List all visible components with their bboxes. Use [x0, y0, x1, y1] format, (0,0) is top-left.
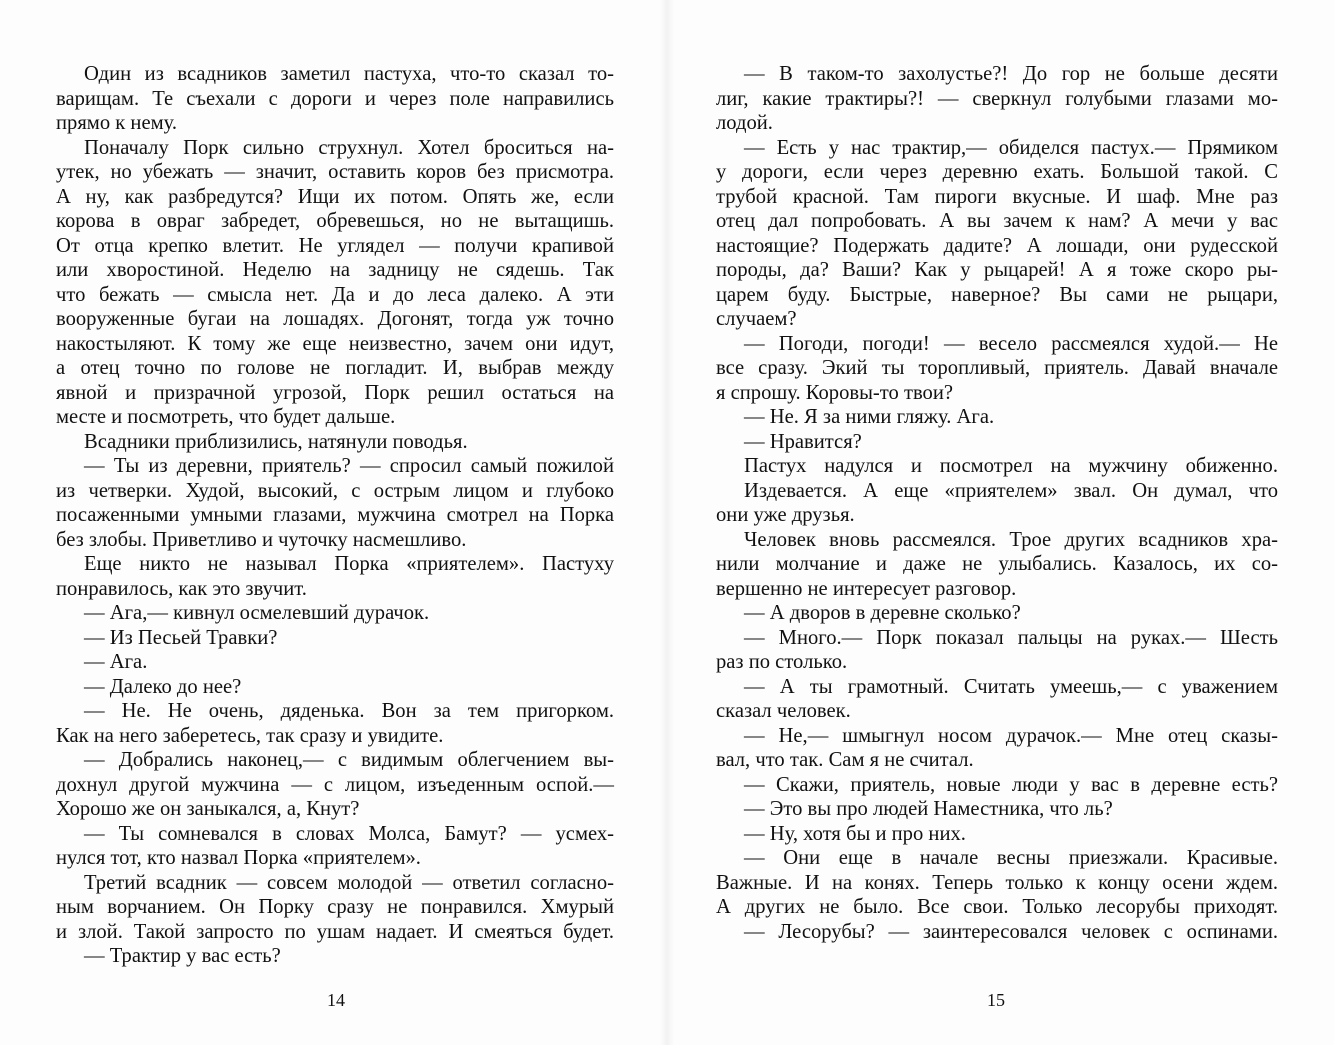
- text-line: — Погоди, погоди! — весело рассмеялся худой.— Не: [744, 332, 1278, 355]
- text-line: — Из Песьей Травки?: [84, 626, 278, 649]
- text-line: — Добрались наконец,— с видимым облегчением вы-: [84, 749, 614, 771]
- text-line: А других не было. Все свои. Только лесорубы приходят.: [716, 896, 1278, 918]
- text-line: — Трактир у вас есть?: [84, 945, 281, 967]
- text-line: — А ты грамотный. Считать умеешь,— с уважением: [744, 675, 1278, 698]
- text-line: — Нравится?: [744, 430, 862, 453]
- text-line: От отца крепко влетит. Не углядел — получи крапивой: [56, 234, 614, 257]
- text-line: нили молчание и даже не улыбались. Казалось, их со-: [716, 553, 1278, 575]
- text-line: и злой. Такой запросто по ушам надает. И смеяться будет.: [56, 920, 614, 943]
- text-line: Важные. И на конях. Теперь только к концу осени ждем.: [716, 871, 1278, 894]
- text-line: настоящие? Подержать дадите? А лошади, они рудесской: [716, 234, 1278, 257]
- text-line: — Лесорубы? — заинтересовался человек с оспинами.: [744, 920, 1278, 943]
- text-line: А ну, как разбредутся? Ищи их потом. Опять же, если: [56, 185, 614, 208]
- text-line: нулся тот, кто назвал Порка «приятелем».: [56, 847, 421, 869]
- text-line: явной и призрачной угрозой, Порк решил остаться на: [56, 381, 614, 404]
- text-line: Хорошо же он заныкался, а, Кнут?: [56, 798, 360, 820]
- text-line: накостыляют. К тому же еще неизвестно, зачем они идут,: [56, 332, 614, 355]
- text-line: у дороги, если через деревню ехать. Большой такой. С: [716, 161, 1278, 183]
- text-line: — Есть у нас трактир,— обиделся пастух.— Прямиком: [744, 136, 1278, 159]
- text-line: Пастух надулся и посмотрел на мужчину обиженно.: [744, 455, 1278, 477]
- text-line: прямо к нему.: [56, 112, 177, 134]
- text-line: — Скажи, приятель, новые люди у вас в деревне есть?: [744, 773, 1278, 796]
- text-line: утек, но убежать — значит, оставить коров без присмотра.: [56, 161, 614, 183]
- text-line: сказал человек.: [716, 700, 851, 722]
- text-line: Поначалу Порк сильно струхнул. Хотел броситься на-: [84, 136, 614, 159]
- text-line: — Не. Не очень, дяденька. Вон за тем пригорком.: [84, 700, 614, 722]
- text-line: — Не. Я за ними гляжу. Ага.: [744, 406, 995, 428]
- text-line: породы, да? Ваши? Как у рыцарей! А я тоже скоро ры-: [716, 259, 1278, 281]
- text-line: посаженными умными глазами, мужчина смотрел на Порка: [56, 504, 614, 526]
- text-line: дохнул другой мужчина — с лицом, изъеденным оспой.—: [56, 773, 614, 796]
- text-line: — Много.— Порк показал пальцы на руках.— Шесть: [744, 626, 1278, 649]
- text-line: я спрошу. Коровы-то твои?: [716, 381, 953, 404]
- text-line: понравилось, как это звучит.: [56, 577, 307, 600]
- text-line: все сразу. Экий ты торопливый, приятель. Давай вначале: [716, 357, 1278, 379]
- text-line: вооруженные бугаи на лошадях. Догонят, тогда уж точно: [56, 308, 614, 330]
- text-line: — Ты сомневался в словах Молса, Бамут? — усмех-: [84, 822, 614, 845]
- text-line: Человек вновь рассмеялся. Трое других всадников хра-: [744, 528, 1278, 551]
- text-line: случаем?: [716, 308, 797, 330]
- text-line: — Они еще в начале весны приезжали. Красивые.: [744, 847, 1278, 869]
- text-line: вал, что так. Сам я не считал.: [716, 749, 974, 771]
- text-line: а отец точно по голове не погладит. И, выбрав между: [56, 357, 614, 379]
- text-line: раз по столько.: [716, 651, 848, 673]
- text-line: отец дал попробовать. А вы зачем к нам? А мечи у вас: [716, 210, 1278, 232]
- page-number-left: 14: [327, 990, 345, 1010]
- text-line: лодой.: [716, 112, 773, 134]
- text-line: — Далеко до нее?: [84, 675, 242, 698]
- text-line: вершенно не интересует разговор.: [716, 577, 1017, 600]
- text-line: без злобы. Приветливо и чуточку насмешливо.: [56, 528, 467, 551]
- text-line: — А дворов в деревне сколько?: [744, 602, 1021, 624]
- text-line: — В таком-то захолустье?! До гор не больше десяти: [744, 63, 1278, 85]
- text-line: трубой красной. Там пироги вкусные. И шаф. Мне раз: [716, 185, 1278, 208]
- right-page-text: [716, 62, 1278, 944]
- text-line: — Не,— шмыгнул носом дурачок.— Мне отец сказы-: [744, 724, 1278, 747]
- page-number-right: 15: [987, 990, 1005, 1010]
- text-line: корова в овраг забредет, обревешься, но не вытащишь.: [56, 210, 614, 232]
- text-line: — Ага,— кивнул осмелевший дурачок.: [84, 602, 430, 624]
- text-line: что бежать — смысла нет. Да и до леса далеко. А эти: [56, 283, 614, 306]
- text-line: царем буду. Быстрые, наверное? Вы сами не рыцари,: [716, 283, 1278, 306]
- text-line: — Это вы про людей Наместника, что ль?: [744, 798, 1113, 820]
- text-line: Один из всадников заметил пастуха, что-то сказал то-: [84, 63, 614, 85]
- text-line: Всадники приблизились, натянули поводья.: [84, 430, 468, 453]
- text-line: месте и посмотреть, что будет дальше.: [56, 406, 396, 428]
- text-line: лиг, какие трактиры?! — сверкнул голубыми глазами мо-: [716, 87, 1278, 110]
- text-line: из четверки. Худой, высокий, с острым лицом и глубоко: [56, 479, 614, 502]
- text-line: варищам. Те съехали с дороги и через поле направились: [56, 87, 614, 110]
- text-line: — Ну, хотя бы и про них.: [744, 822, 966, 845]
- text-line: они уже друзья.: [716, 504, 855, 526]
- text-line: или хворостиной. Неделю на задницу не сядешь. Так: [56, 259, 614, 281]
- text-line: ным ворчанием. Он Порку сразу не понравился. Хмурый: [56, 896, 614, 918]
- text-line: Третий всадник — совсем молодой — ответил согласно-: [84, 871, 614, 894]
- text-line: Как на него заберетесь, так сразу и увидите.: [56, 724, 444, 747]
- book-gutter: [660, 0, 674, 1045]
- text-line: Издевается. А еще «приятелем» звал. Он думал, что: [744, 479, 1278, 502]
- text-line: — Ты из деревни, приятель? — спросил самый пожилой: [84, 455, 614, 477]
- text-line: — Ага.: [84, 651, 148, 673]
- left-page-text: [56, 62, 614, 969]
- text-line: Еще никто не называл Порка «приятелем». Пастуху: [84, 553, 614, 575]
